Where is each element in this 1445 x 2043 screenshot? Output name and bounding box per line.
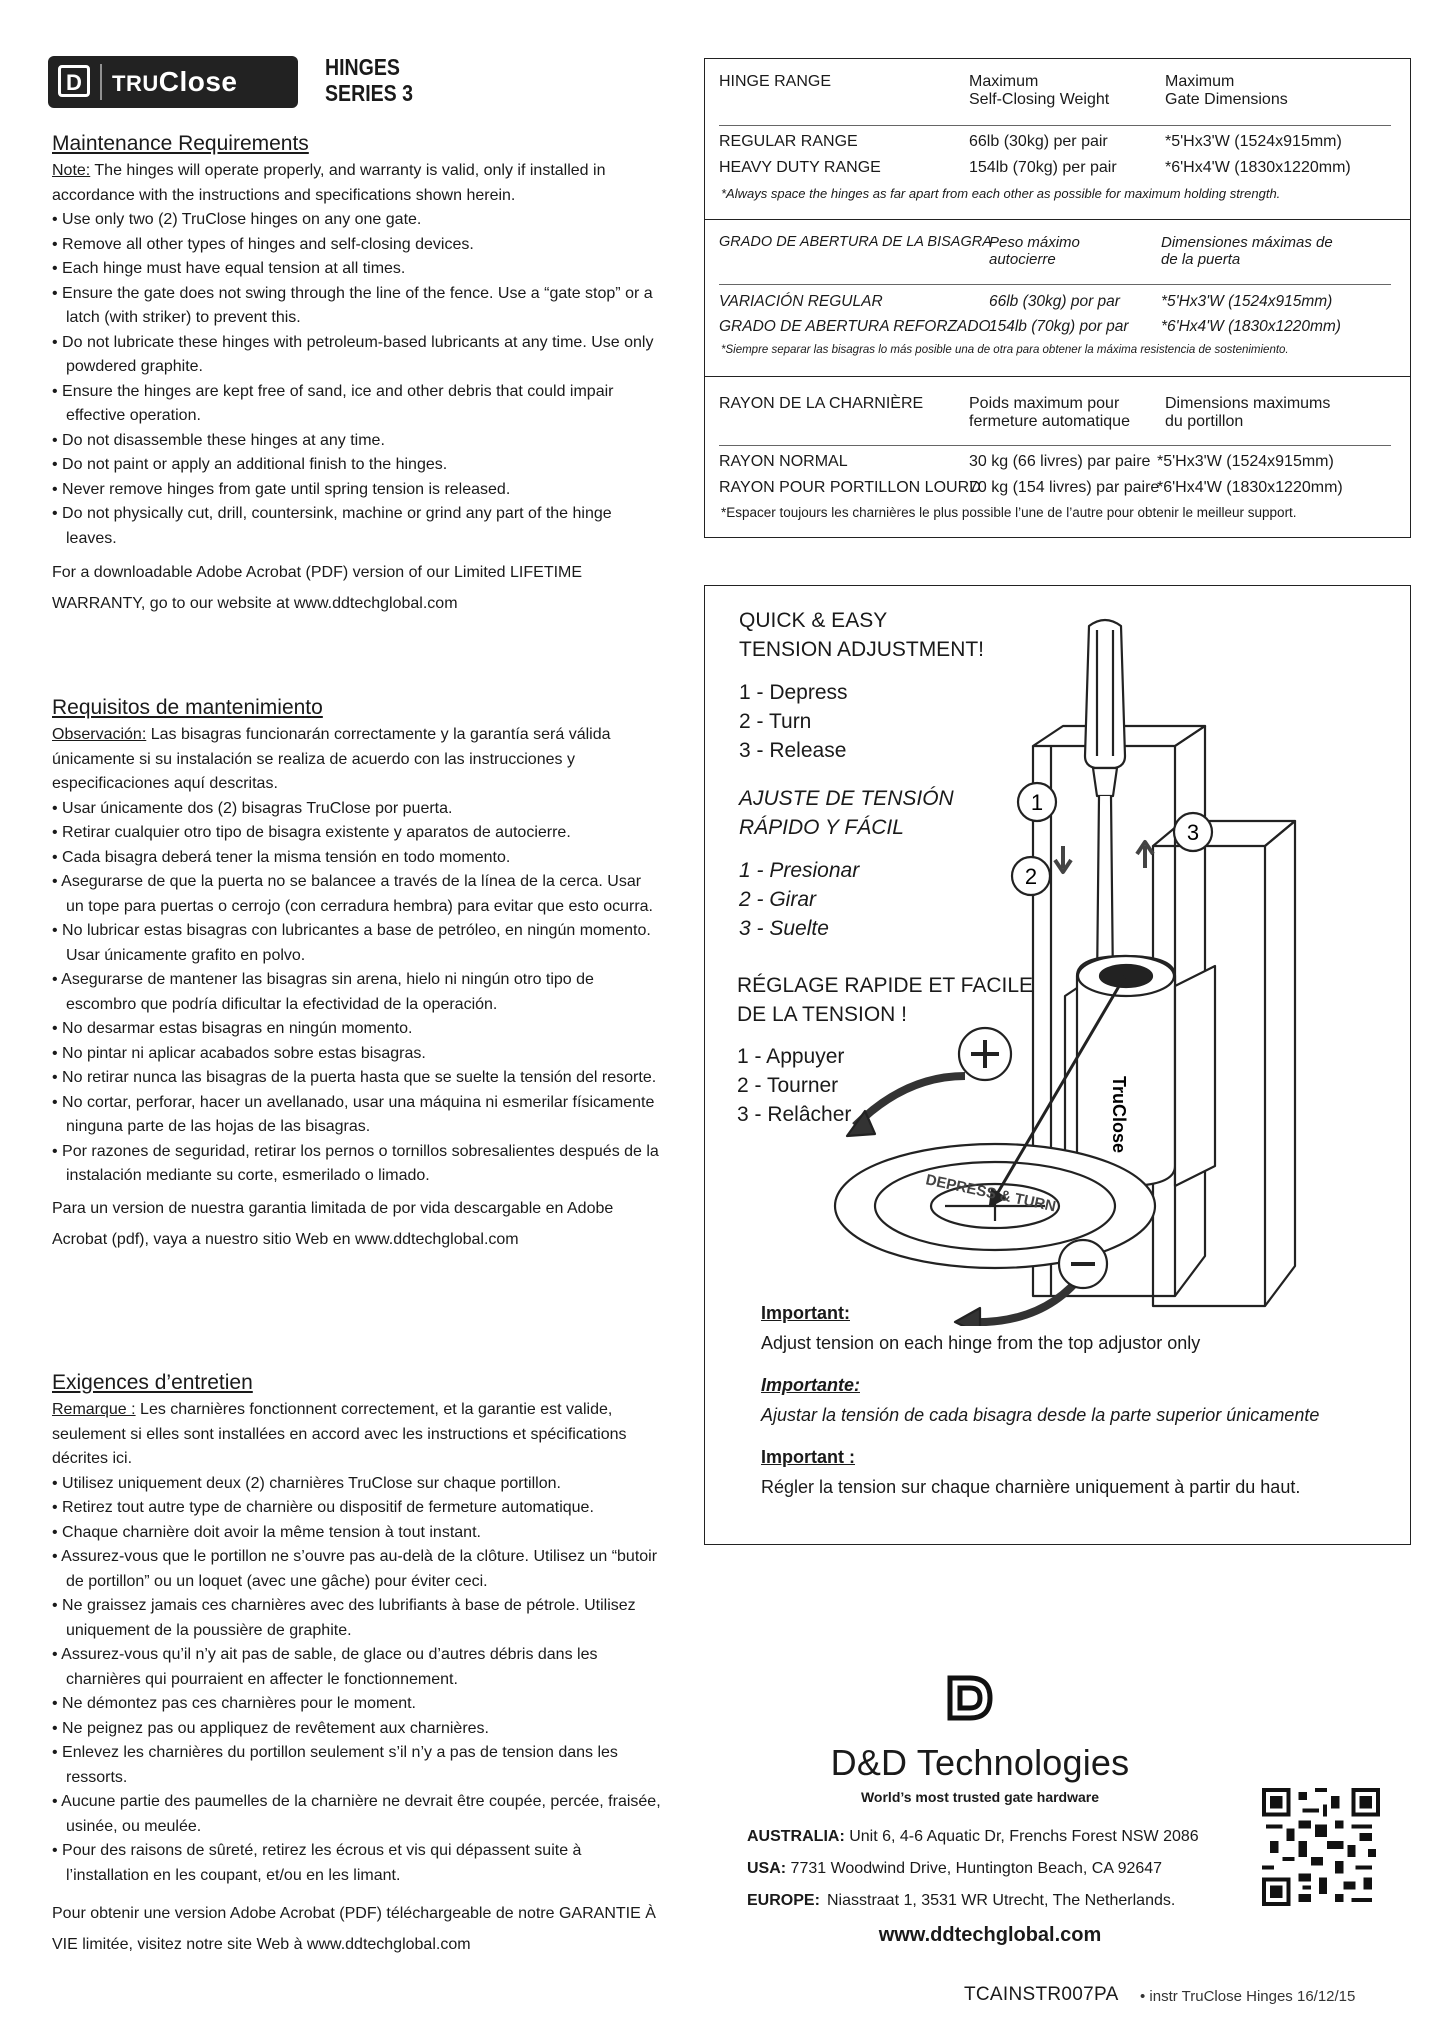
table-header-range: RAYON DE LA CHARNIÈRE [719,395,924,412]
dial-label: DEPRESS & TURN [924,1171,1058,1216]
list-item: • Usar únicamente dos (2) bisagras TruClose por puerta. [52,797,662,822]
list-item: • Cada bisagra deberá tener la misma tensión en todo momento. [52,846,662,871]
series-line-2: SERIES 3 [325,80,414,106]
step-item: 1 - Appuyer [737,1045,845,1068]
section-title-es: Requisitos de mantenimiento [52,696,323,719]
list-item: • Por razones de seguridad, retirar los pernos o tornillos sobresalientes después de la instalación mediante su corte, esmerilado o limado. [52,1140,662,1189]
screwdriver-icon [1085,620,1125,768]
step-item: 3 - Relâcher [737,1103,852,1126]
list-item: • Aucune partie des paumelles de la charnière ne devrait être coupée, percée, fraisée, usinée, ou meulée. [52,1790,662,1839]
list-item: • No desarmar estas bisagras en ningún momento. [52,1017,662,1042]
brand-name: TRUClose [112,66,238,97]
document-version: • instr TruClose Hinges 16/12/15 [1140,1988,1356,2005]
list-item: • No pintar ni aplicar acabados sobre estas bisagras. [52,1042,662,1067]
step-item: 2 - Girar [739,888,817,911]
tension-adjustment-panel [704,585,1411,1545]
list-item: • Ensure the hinges are kept free of sand, ice and other debris that could impair effective operation. [52,380,662,429]
series-line-1: HINGES [325,54,400,80]
list-item: • Ne démontez pas ces charnières pour le moment. [52,1692,662,1717]
list-item: • Do not paint or apply an additional finish to the hinges. [52,453,662,478]
important-note-fr: Important : Régler la tension sur chaque charnière uniquement à partir du haut. [761,1447,1301,1497]
list-item: • Use only two (2) TruClose hinges on any one gate. [52,208,662,233]
callout-1: 1 [1030,790,1044,815]
hinge-range-table-es: GRADO DE ABERTURA DE LA BISAGRA Peso máximo autocierre Dimensiones máximas de de la puerta VARIACIÓN REGULAR 66lb (30kg) por par *5'Hx3'W (1524x915mm) GRADO DE ABERTURA REFORZADO 154lb (70kg) por par *6'Hx4'W (1830x1220mm) *Siempre separar las bisagras lo más posible una de otra para obtener la máxima resistencia de sostenimiento. [704,219,1411,377]
step-item: 2 - Tourner [737,1074,839,1097]
tension-title-en: QUICK & EASY TENSION ADJUSTMENT! [739,609,985,661]
list-item: • Asegurarse de que la puerta no se balancee a través de la línea de la cerca. Usar un tope para puertas o cerrojo (con cerradura hembra) para evitar que esto ocurra. [52,870,662,919]
warranty-note-en: For a downloadable Adobe Acrobat (PDF) version of our Limited LIFETIME WARRANTY, go to our website at www.ddtechglobal.com [52,564,583,612]
list-item: • No cortar, perforar, hacer un avellanado, usar una máquina ni esmerilar físicamente ninguna parte de las hojas de las bisagras. [52,1091,662,1140]
section-en [52,129,662,619]
list-item: • Asegurarse de mantener las bisagras sin arena, hielo ni ningún otro tipo de escombro que podría dificultar la efectividad de la operación. [52,968,662,1017]
list-item: • Ne graissez jamais ces charnières avec des lubrifiants à base de pétrole. Utilisez uniquement de la poussière de graphite. [52,1594,662,1643]
table-divider [719,284,1391,285]
address-australia: AUSTRALIA: Unit 6, 4-6 Aquatic Dr, Frenchs Forest NSW 2086 [747,1828,1199,1845]
section-es [52,693,662,1255]
list-item: • Remove all other types of hinges and self-closing devices. [52,233,662,258]
hinge-brand-label: TruClose [1109,1076,1129,1154]
table-header-weight: Peso máximo autocierre [989,234,1080,268]
requirements-list-en [52,208,662,551]
section-title-fr: Exigences d’entretien [52,1371,253,1394]
hinge-range-table-en: HINGE RANGE Maximum Self-Closing Weight Maximum Gate Dimensions REGULAR RANGE 66lb (30kg) per pair *5'Hx3'W (1524x915mm) HEAVY DUTY RANGE 154lb (70kg) per pair *6'Hx4'W (1830x1220mm) *Always space the hinges as far apart from each other as possible for maximum holding strength. [704,58,1411,220]
table-header-weight: Poids maximum pour fermeture automatique [969,395,1130,430]
callout-2: 2 [1024,864,1038,889]
tension-title-fr: RÉGLAGE RAPIDE ET FACILE DE LA TENSION ! [737,974,1034,1026]
company-website-link[interactable]: www.ddtechglobal.com [878,1924,1102,1946]
list-item: • Do not physically cut, drill, countersink, machine or grind any part of the hinge leaves. [52,502,662,551]
list-item: • Do not disassemble these hinges at any time. [52,429,662,454]
address-usa: USA: 7731 Woodwind Drive, Huntington Beach, CA 92647 [747,1860,1163,1877]
list-item: • Do not lubricate these hinges with petroleum-based lubricants at any time. Use only powdered graphite. [52,331,662,380]
document-code: TCAINSTR007PA [964,1984,1119,2005]
requirements-list-fr [52,1472,662,1889]
list-item: • Assurez-vous que le portillon ne s’ouvre pas au-delà de la clôture. Utilisez un “butoir de portillon” ou un loquet (avec une gâche) pour éviter ceci. [52,1545,662,1594]
step-item: 3 - Suelte [739,917,829,940]
table-header-range: GRADO DE ABERTURA DE LA BISAGRA [719,234,992,250]
table-header-dimensions: Dimensiones máximas de de la puerta [1161,234,1333,268]
step-item: 2 - Turn [739,710,812,733]
callout-3: 3 [1186,820,1200,845]
table-divider [719,125,1391,126]
company-tagline: World’s most trusted gate hardware [860,1789,1100,1805]
note-en: Note: The hinges will operate properly, and warranty is valid, only if installed in accordance with the instructions and specifications shown herein. [52,162,606,204]
step-item: 3 - Release [739,739,847,762]
hinge-range-table-fr: RAYON DE LA CHARNIÈRE Poids maximum pour fermeture automatique Dimensions maximums du portillon RAYON NORMAL 30 kg (66 livres) par paire *5'Hx3'W (1524x915mm) RAYON POUR PORTILLON LOURD 70 kg (154 livres) par paire *6'Hx4'W (1830x1220mm) *Espacer toujours les charnières le plus possible l’une de l’autre pour obtenir le meilleur support. [704,376,1411,538]
step-item: 1 - Presionar [739,859,860,882]
address-europe: EUROPE: Niasstraat 1, 3531 WR Utrecht, The Netherlands. [747,1892,1176,1909]
note-es: Observación: Las bisagras funcionarán correctamente y la garantía será válida únicamente si su instalación se realiza de acuerdo con las instrucciones y especificaciones aquí descritas. [52,726,611,792]
list-item: • Assurez-vous qu’il n’y ait pas de sable, de glace ou d’autres débris dans les charnières qui pourraient en affecter le fonctionnement. [52,1643,662,1692]
table-footnote: *Siempre separar las bisagras lo más posible una de otra para obtener la máxima resistencia de sostenimiento. [721,344,1289,356]
hinge-adjustment-illustration [795,606,1395,1326]
table-header-dimensions: Maximum Gate Dimensions [1165,73,1288,108]
list-item: • Enlevez les charnières du portillon seulement s’il n’y a pas de tension dans les ressorts. [52,1741,662,1790]
list-item: • Ensure the gate does not swing through the line of the fence. Use a “gate stop” or a latch (with striker) to prevent this. [52,282,662,331]
warranty-note-fr: Pour obtenir une version Adobe Acrobat (PDF) téléchargeable de notre GARANTIE À VIE limitée, visitez notre site Web à www.ddtechglobal.com [52,1905,656,1953]
list-item: • Retirez tout autre type de charnière ou dispositif de fermeture automatique. [52,1496,662,1521]
table-footnote: *Always space the hinges as far apart from each other as possible for maximum holding strength. [721,186,1281,201]
list-item: • Never remove hinges from gate until spring tension is released. [52,478,662,503]
product-series-title [325,54,413,106]
warranty-note-es: Para un version de nuestra garantia limitada de por vida descargable en Adobe Acrobat (pdf), vaya a nuestro sitio Web en www.ddtechglobal.com [52,1199,614,1248]
list-item: • No retirar nunca las bisagras de la puerta hasta que se suelte la tensión del resorte. [52,1066,662,1091]
truclose-logo [48,56,298,108]
note-fr: Remarque : Les charnières fonctionnent correctement, et la garantie est valide, seulement si elles sont installées en accord avec les instructions et spécifications décrites ici. [52,1401,627,1467]
table-header-weight: Maximum Self-Closing Weight [969,73,1110,108]
list-item: • Retirar cualquier otro tipo de bisagra existente y aparatos de autocierre. [52,821,662,846]
company-name: D&D Technologies [830,1742,1130,1783]
important-note-en: Important: Adjust tension on each hinge from the top adjustor only [761,1303,1201,1353]
list-item: • Each hinge must have equal tension at all times. [52,257,662,282]
step-item: 1 - Depress [739,681,848,704]
list-item: • Chaque charnière doit avoir la même tension à tout instant. [52,1521,662,1546]
list-item: • Ne peignez pas ou appliquez de revêtement aux charnières. [52,1717,662,1742]
table-divider [719,445,1391,446]
section-title-en: Maintenance Requirements [52,132,309,155]
logo-divider [100,64,102,100]
requirements-list-es [52,797,662,1189]
dd-logo-icon: D [58,65,90,97]
list-item: • Utilisez uniquement deux (2) charnières TruClose sur chaque portillon. [52,1472,662,1497]
table-header-dimensions: Dimensions maximums du portillon [1165,395,1331,430]
table-header-range: HINGE RANGE [719,73,832,90]
dd-technologies-logo-icon [944,1672,996,1724]
list-item: • No lubricar estas bisagras con lubricantes a base de petróleo, en ningún momento. Usar únicamente grafito en polvo. [52,919,662,968]
tension-title-es: AJUSTE DE TENSIÓN RÁPIDO Y FÁCIL [739,787,954,839]
list-item: • Pour des raisons de sûreté, retirez les écrous et vis qui dépassent suite à l’installation en les coupant, et/ou en les limant. [52,1839,662,1888]
qr-code-icon [1262,1788,1380,1906]
section-fr [52,1368,662,1960]
table-footnote: *Espacer toujours les charnières le plus possible l’une de l’autre pour obtenir le meilleur support. [721,505,1297,520]
important-note-es: Importante: Ajustar la tensión de cada bisagra desde la parte superior únicamente [761,1375,1320,1425]
